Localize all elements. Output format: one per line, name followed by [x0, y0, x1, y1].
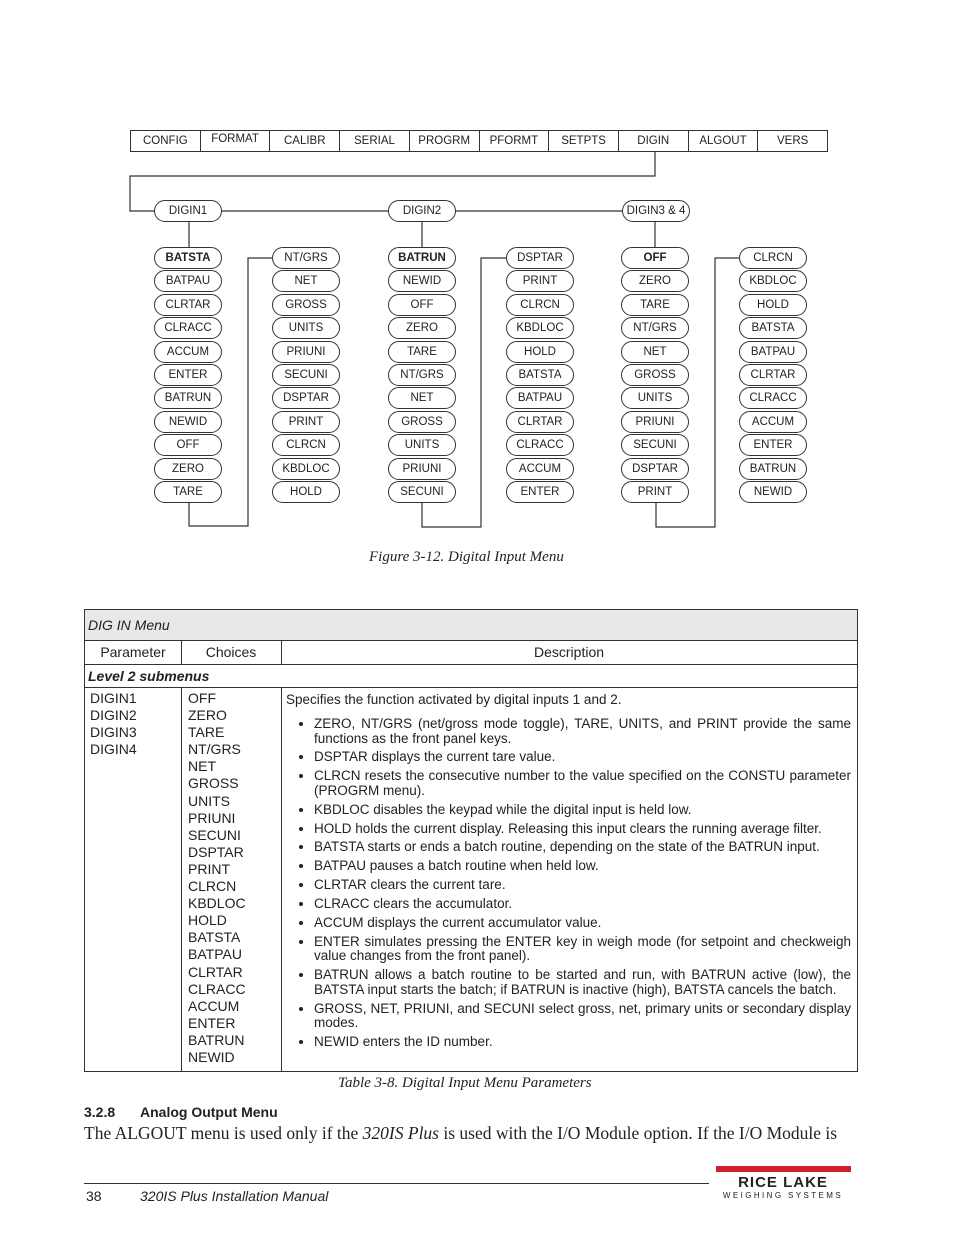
description-bullet: • CLRACC clears the accumulator.: [314, 897, 851, 912]
menu-choice-pill: CLRTAR: [506, 411, 574, 433]
menu-choice-pill: HOLD: [272, 481, 340, 503]
menu-choice-pill: SECUNI: [272, 364, 340, 386]
menu-choice-pill: PRINT: [506, 270, 574, 292]
body-text-part: The ALGOUT menu is used only if the: [84, 1123, 363, 1143]
branch-digin1: DIGIN1: [154, 200, 222, 222]
choice-item: GROSS: [188, 775, 239, 792]
menu-choice-pill: ZERO: [154, 458, 222, 480]
menu-choice-pill: NET: [272, 270, 340, 292]
table-divider: [281, 641, 282, 665]
top-menu-bar: [130, 130, 828, 152]
section-heading: [84, 1104, 278, 1120]
section-body-text: [84, 1123, 837, 1144]
menu-choice-pill: BATRUN: [388, 247, 456, 269]
menu-item-vers: VERS: [777, 135, 809, 147]
menu-choice-pill: CLRCN: [272, 434, 340, 456]
parameter-item: DIGIN3: [90, 724, 137, 741]
menu-choice-pill: ENTER: [506, 481, 574, 503]
parameter-list: [90, 690, 137, 758]
menu-choice-pill: TARE: [154, 481, 222, 503]
description-bullet: • ACCUM displays the current accumulator value.: [314, 916, 851, 931]
menu-choice-pill: ENTER: [739, 434, 807, 456]
description-bullet: • CLRCN resets the consecutive number to the value specified on the CONSTU parameter (PROGRM menu).: [314, 769, 851, 798]
logo-subtext: WEIGHING SYSTEMS: [722, 1191, 844, 1200]
menu-choice-pill: PRIUNI: [388, 458, 456, 480]
section-number: 3.2.8: [84, 1104, 116, 1120]
menu-choice-pill: UNITS: [388, 434, 456, 456]
logo-wordmark: RICE LAKE: [738, 1174, 828, 1191]
branch-digin3-4: DIGIN3 & 4: [622, 200, 690, 222]
menu-choice-pill: BATRUN: [154, 387, 222, 409]
choice-item: CLRTAR: [188, 963, 243, 980]
menu-choice-pill: NT/GRS: [272, 247, 340, 269]
menu-choice-pill: ACCUM: [506, 458, 574, 480]
table-caption: Table 3-8. Digital Input Menu Parameters: [338, 1075, 592, 1091]
description-bullet: • BATPAU pauses a batch routine when held low.: [314, 859, 851, 874]
menu-choice-pill: SECUNI: [621, 434, 689, 456]
menu-choice-pill: NT/GRS: [388, 364, 456, 386]
description-bullet: • CLRTAR clears the current tare.: [314, 878, 851, 893]
menu-choice-pill: HOLD: [506, 341, 574, 363]
choice-item: OFF: [188, 690, 216, 706]
description-bullet: • DSPTAR displays the current tare value.: [314, 750, 851, 765]
choice-item: CLRCN: [188, 878, 237, 895]
menu-choice-pill: NT/GRS: [621, 317, 689, 339]
menu-choice-pill: BATPAU: [739, 341, 807, 363]
choice-item: NET: [188, 758, 216, 775]
menu-choice-pill: CLRTAR: [154, 294, 222, 316]
menu-item-progrm: PROGRM: [410, 131, 480, 151]
choice-item: TARE: [188, 724, 225, 741]
table-divider: [181, 641, 182, 665]
dig-in-menu-table: [84, 609, 858, 1072]
menu-choice-pill: GROSS: [388, 411, 456, 433]
menu-choice-pill: ZERO: [388, 317, 456, 339]
choice-item: PRINT: [188, 860, 230, 877]
choice-item: BATSTA: [188, 929, 241, 946]
choice-item: SECUNI: [188, 826, 241, 843]
menu-choice-pill: BATSTA: [154, 247, 222, 269]
menu-choice-pill: HOLD: [739, 294, 807, 316]
choice-item: KBDLOC: [188, 895, 246, 912]
menu-choice-pill: ZERO: [621, 270, 689, 292]
menu-choice-pill: PRIUNI: [621, 411, 689, 433]
menu-choice-pill: BATRUN: [739, 458, 807, 480]
menu-choice-pill: UNITS: [272, 317, 340, 339]
figure-caption: Figure 3-12. Digital Input Menu: [369, 549, 564, 565]
description-cell: [281, 692, 851, 1054]
menu-choice-pill: KBDLOC: [272, 458, 340, 480]
menu-choice-pill: PRINT: [621, 481, 689, 503]
menu-choice-pill: NEWID: [154, 411, 222, 433]
menu-choice-pill: DSPTAR: [506, 247, 574, 269]
menu-item-setpts: SETPTS: [549, 131, 619, 151]
menu-item-pformt: PFORMT: [480, 131, 550, 151]
menu-choice-pill: NEWID: [739, 481, 807, 503]
choice-item: BATRUN: [188, 1031, 245, 1048]
choice-item: ACCUM: [188, 997, 240, 1014]
choice-item: CLRACC: [188, 980, 246, 997]
product-name: 320IS Plus: [362, 1123, 439, 1143]
menu-choice-pill: NET: [621, 341, 689, 363]
description-bullet: • NEWID enters the ID number.: [314, 1035, 851, 1050]
choice-item: BATPAU: [188, 946, 242, 963]
logo-bar: [716, 1166, 851, 1172]
menu-item-config: CONFIG: [131, 131, 201, 151]
menu-choice-pill: CLRACC: [506, 434, 574, 456]
menu-choice-pill: BATPAU: [154, 270, 222, 292]
menu-choice-pill: PRIUNI: [272, 341, 340, 363]
footer-rule: [84, 1183, 709, 1184]
menu-choice-pill: DSPTAR: [621, 458, 689, 480]
table-header-parameter: Parameter: [85, 641, 181, 665]
menu-choice-pill: UNITS: [621, 387, 689, 409]
choice-item: NEWID: [188, 1048, 235, 1065]
menu-choice-pill: CLRACC: [154, 317, 222, 339]
menu-choice-pill: ENTER: [154, 364, 222, 386]
menu-choice-pill: KBDLOC: [739, 270, 807, 292]
choice-item: NT/GRS: [188, 741, 241, 758]
menu-choice-pill: CLRACC: [739, 387, 807, 409]
menu-choice-pill: OFF: [154, 434, 222, 456]
choice-item: ZERO: [188, 707, 227, 724]
menu-choice-pill: TARE: [388, 341, 456, 363]
menu-choice-pill: NEWID: [388, 270, 456, 292]
menu-item-digin: DIGIN: [619, 131, 689, 151]
description-bullet: • KBDLOC disables the keypad while the digital input is held low.: [314, 803, 851, 818]
menu-choice-pill: GROSS: [272, 294, 340, 316]
table-header-description: Description: [281, 641, 857, 665]
description-bullet: • BATSTA starts or ends a batch routine, depending on the state of the BATRUN input.: [314, 840, 851, 855]
menu-choice-pill: OFF: [388, 294, 456, 316]
menu-item-format: FORMAT: [201, 131, 271, 151]
description-bullet: • ENTER simulates pressing the ENTER key in weigh mode (for setpoint and checkweigh value changes from the front panel).: [314, 935, 851, 964]
menu-choice-pill: CLRCN: [739, 247, 807, 269]
table-divider: [181, 688, 182, 1071]
menu-item-calibr: CALIBR: [270, 131, 340, 151]
menu-choice-pill: SECUNI: [388, 481, 456, 503]
table-title: DIG IN Menu: [85, 610, 857, 641]
description-bullet: • GROSS, NET, PRIUNI, and SECUNI select gross, net, primary units or secondary display modes.: [314, 1002, 851, 1031]
menu-choice-pill: GROSS: [621, 364, 689, 386]
menu-choice-pill: NET: [388, 387, 456, 409]
rice-lake-logo: [714, 1166, 852, 1200]
menu-item-algout: ALGOUT: [689, 131, 759, 151]
choice-item: HOLD: [188, 912, 227, 929]
parameter-item: DIGIN2: [90, 707, 137, 724]
menu-connector-lines: [0, 0, 954, 560]
menu-choice-pill: BATSTA: [739, 317, 807, 339]
menu-choice-pill: TARE: [621, 294, 689, 316]
description-bullet: • ZERO, NT/GRS (net/gross mode toggle), TARE, UNITS, and PRINT provide the same functions as the front panel keys.: [314, 717, 851, 746]
choice-item: PRIUNI: [188, 809, 236, 826]
menu-choice-pill: PRINT: [272, 411, 340, 433]
section-title: Analog Output Menu: [140, 1104, 278, 1120]
menu-item-serial: SERIAL: [340, 131, 410, 151]
choices-list: [188, 690, 246, 1066]
body-text-part: is used with the I/O Module option. If the I/O Module is: [439, 1123, 838, 1143]
description-bullet: • HOLD holds the current display. Releasing this input clears the running average filter.: [314, 822, 851, 837]
menu-choice-pill: DSPTAR: [272, 387, 340, 409]
menu-choice-pill: BATPAU: [506, 387, 574, 409]
description-bullet: • BATRUN allows a batch routine to be started and run, with BATRUN active (low), the BATSTA input starts the batch; if BATRUN is inactive (high), BATSTA cancels the batch.: [314, 968, 851, 997]
description-intro: Specifies the function activated by digital inputs 1 and 2.: [286, 692, 622, 707]
table-header-choices: Choices: [181, 641, 281, 665]
choice-item: UNITS: [188, 792, 230, 809]
menu-choice-pill: ACCUM: [739, 411, 807, 433]
table-level-row: Level 2 submenus: [85, 665, 857, 688]
menu-choice-pill: OFF: [621, 247, 689, 269]
choice-item: DSPTAR: [188, 843, 244, 860]
menu-choice-pill: BATSTA: [506, 364, 574, 386]
menu-choice-pill: ACCUM: [154, 341, 222, 363]
menu-choice-pill: CLRTAR: [739, 364, 807, 386]
page-number: 38: [86, 1188, 102, 1204]
branch-digin2: DIGIN2: [388, 200, 456, 222]
menu-choice-pill: KBDLOC: [506, 317, 574, 339]
choice-item: ENTER: [188, 1014, 236, 1031]
menu-choice-pill: CLRCN: [506, 294, 574, 316]
parameter-item: DIGIN4: [90, 741, 137, 758]
description-bullets: [281, 717, 851, 1050]
manual-title: 320IS Plus Installation Manual: [140, 1188, 329, 1204]
parameter-item: DIGIN1: [90, 690, 137, 706]
